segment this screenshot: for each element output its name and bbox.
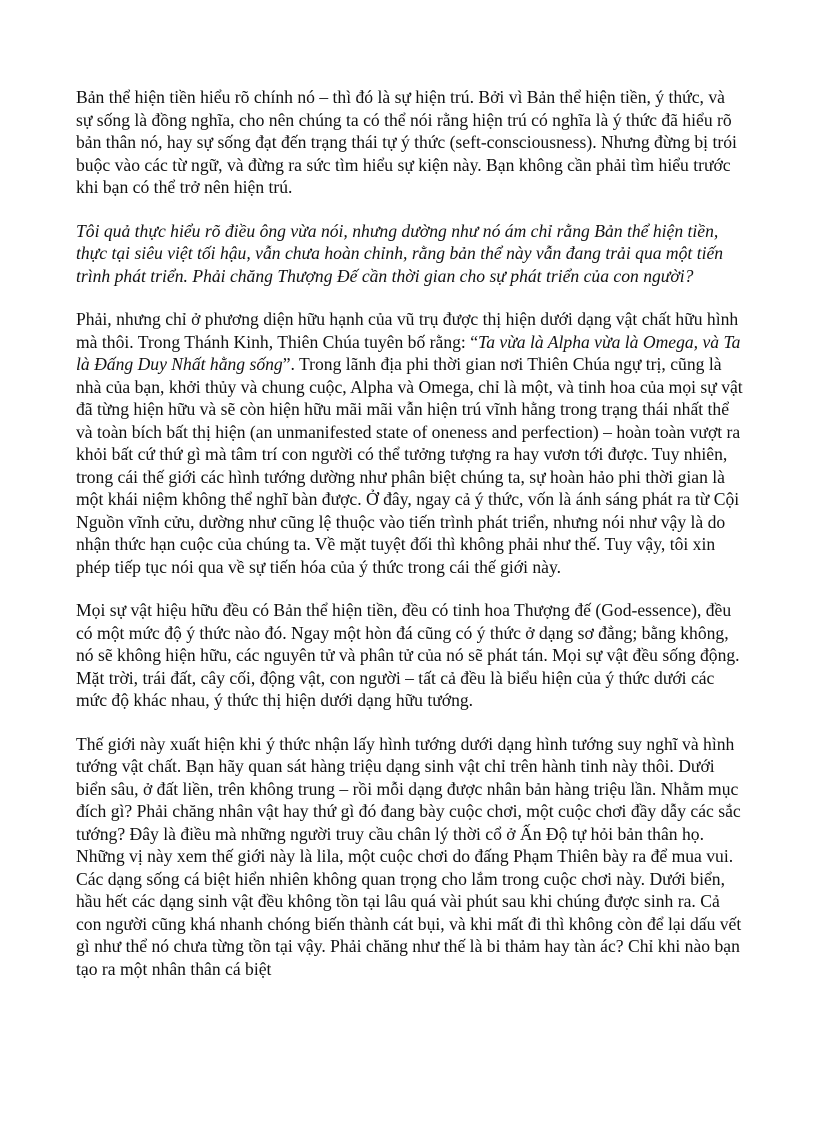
paragraph-text: ”. Trong lãnh địa phi thời gian nơi Thiên Chúa ngự trị, cũng là nhà của bạn, khởi thủy và chung cuộc, Alpha và Omega, chỉ là một, và tinh hoa của mọi sự vật đã từng hiện hữu và sẽ còn hiện hữu mãi mãi vẫn hiện trú vĩnh hằng trong trạng thái nhất thể và toàn bích bất thị hiện (an unmanifested state of oneness and perfection) – hoàn toàn vượt ra khỏi bất cứ thứ gì mà tâm trí con người có thể tưởng tượng ra hay vươn tới được. Tuy nhiên, trong cái thế giới các hình tướng dường như phân biệt chúng ta, sự hoàn hảo phi thời gian là một khái niệm không thể nghĩ bàn được. Ở đây, ngay cả ý thức, vốn là ánh sáng phát ra từ Cội Nguồn vĩnh cửu, dường như cũng lệ thuộc vào tiến trình phát triển, nhưng nói như vậy là do nhận thức hạn cuộc của chúng ta. Về mặt tuyệt đối thì không phải như thế. Tuy vậy, tôi xin phép tiếp tục nói qua về sự tiến hóa của ý thức trong cái thế giới này. xyxy=(76,354,743,577)
paragraph-text: Phải, nhưng chỉ ở phương diện hữu hạnh của vũ trụ được thị hiện dưới dạng vật chất hữu hình mà thôi. Trong Thánh Kinh, Thiên Chúa tuyên bố rằng: “ xyxy=(76,309,739,352)
scripture-quote: Ta vừa là Alpha vừa là Omega, và Ta là Đấng Duy Nhất hằng sống xyxy=(76,331,741,374)
paragraph-presence: Bản thể hiện tiền hiểu rõ chính nó – thì đó là sự hiện trú. Bởi vì Bản thể hiện tiền, ý thức, và sự sống là đồng nghĩa, cho nên chúng ta có thể nói rằng hiện trú có nghĩa là ý thức đã hiểu rõ bản thân nó, hay sự sống đạt đến trạng thái tự ý thức (seft-consciousness). Nhưng đừng bị trói buộc vào các từ ngữ, và đừng ra sức tìm hiểu sự kiện này. Bạn không cần phải tìm hiểu trước khi bạn có thể trở nên hiện trú. xyxy=(76,87,737,197)
question-italic: Tôi quả thực hiểu rõ điều ông vừa nói, nhưng dường như nó ám chỉ rằng Bản thể hiện tiền, thực tại siêu việt tối hậu, vẫn chưa hoàn chỉnh, rằng bản thể này vẫn đang trải qua một tiến trình phát triển. Phải chăng Thượng Đế cần thời gian cho sự phát triển của con người? xyxy=(76,220,724,286)
paragraph-god-essence: Mọi sự vật hiệu hữu đều có Bản thể hiện tiền, đều có tinh hoa Thượng đế (God-essence), đều có một mức độ ý thức nào đó. Ngay một hòn đá cũng có ý thức ở dạng sơ đẳng; bằng không, nó sẽ không hiện hữu, các nguyên tử và phân tử của nó sẽ phát tán. Mọi sự vật đều sống động. Mặt trời, trái đất, cây cối, động vật, con người – tất cả đều là biểu hiện của ý thức dưới các mức độ khác nhau, ý thức thị hiện dưới dạng hữu tướng. xyxy=(76,600,740,710)
paragraph-lila: Thế giới này xuất hiện khi ý thức nhận lấy hình tướng dưới dạng hình tướng suy nghĩ và hình tướng vật chất. Bạn hãy quan sát hàng triệu dạng sinh vật chỉ trên hành tinh này thôi. Dưới biển sâu, ở đất liền, trên không trung – rồi mỗi dạng được nhân bản hàng triệu lần. Nhằm mục đích gì? Phải chăng nhân vật hay thứ gì đó đang bày cuộc chơi, một cuộc chơi đầy dẫy các sắc tướng? Đây là điều mà những người truy cầu chân lý thời cổ ở Ấn Độ tự hỏi bản thân họ. Những vị này xem thế giới này là lila, một cuộc chơi do đấng Phạm Thiên bày ra để mua vui. Các dạng sống cá biệt hiển nhiên không quan trọng cho lắm trong cuộc chơi này. Dưới biển, hầu hết các dạng sinh vật đều không tồn tại lâu quá vài phút sau khi chúng được sinh ra. Cả con người cũng khá nhanh chóng biến thành cát bụi, và khi mất đi thì không còn để lại dấu vết gì như thể nó chưa từng tồn tại vậy. Phải chăng như thế là bi thảm hay tàn ác? Chỉ khi nào bạn tạo ra một nhân thân cá biệt xyxy=(76,733,742,979)
paragraph-alpha-omega xyxy=(76,308,744,578)
